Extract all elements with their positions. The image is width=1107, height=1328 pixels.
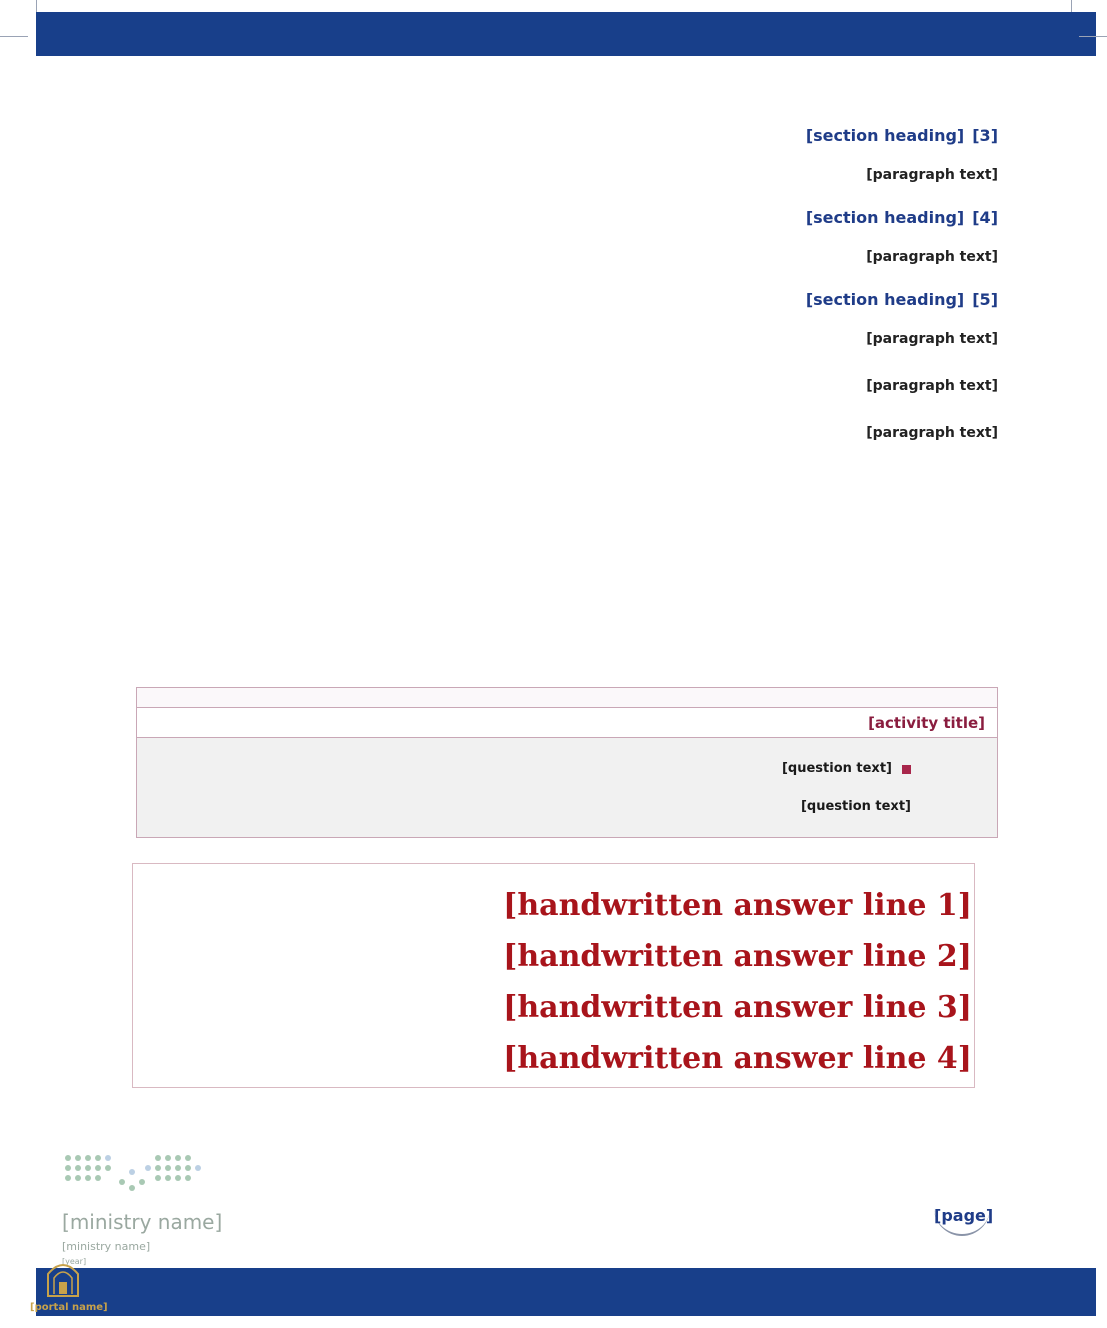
portal-watermark [30, 1258, 110, 1324]
square-bullet-icon [902, 765, 911, 774]
answer-line: [handwritten answer line 1] [503, 888, 972, 923]
section-paragraph: [paragraph text] [866, 378, 998, 394]
ministry-year: [year] [62, 1257, 87, 1266]
answer-line: [handwritten answer line 3] [503, 990, 972, 1025]
activity-question: [question text] [800, 799, 911, 814]
section-number: [3] [972, 126, 998, 145]
section-paragraph: [paragraph text] [866, 249, 998, 265]
top-banner [36, 12, 1096, 56]
crop-mark [0, 36, 28, 37]
question-intro-text: [question text] [781, 761, 892, 776]
activity-top-strip [137, 688, 997, 708]
lesson-content [136, 118, 998, 462]
page-number: [page] [934, 1206, 990, 1236]
crop-mark [36, 0, 37, 12]
activity-title: [activity title] [137, 708, 997, 738]
activity-question-intro [137, 750, 911, 788]
section-number: [5] [972, 290, 998, 309]
section-number: [4] [972, 208, 998, 227]
portal-emblem-icon [44, 1258, 82, 1298]
answer-line: [handwritten answer line 2] [503, 939, 972, 974]
ministry-logo [60, 1152, 223, 1272]
ministry-name-en: [ministry name] [62, 1240, 151, 1253]
section-paragraph: [paragraph text] [866, 331, 998, 347]
section-heading-4 [136, 208, 998, 227]
handwritten-answer-box [132, 863, 975, 1088]
section-heading-3 [136, 126, 998, 145]
section-paragraph: [paragraph text] [866, 425, 998, 441]
answer-line: [handwritten answer line 4] [503, 1041, 972, 1076]
activity-box [136, 687, 998, 838]
section-heading-5 [136, 290, 998, 309]
crop-mark [1071, 0, 1072, 12]
bottom-banner [36, 1268, 1096, 1316]
section-paragraph: [paragraph text] [866, 167, 998, 183]
ministry-dots-icon [62, 1152, 202, 1198]
section-title: [section heading] [805, 126, 965, 145]
ministry-name-ar: [ministry name] [62, 1210, 223, 1234]
section-title: [section heading] [805, 208, 965, 227]
crop-mark [1079, 36, 1107, 37]
activity-body [137, 738, 997, 837]
portal-label: [portal name] [30, 1302, 108, 1313]
section-title: [section heading] [805, 290, 965, 309]
